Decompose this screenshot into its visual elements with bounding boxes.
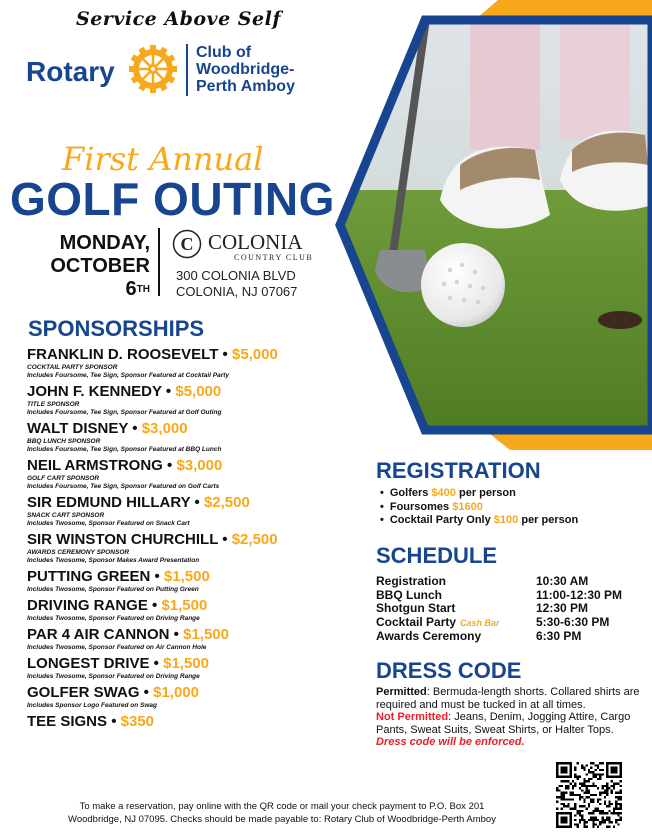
sponsorship-heading: FRANKLIN D. ROOSEVELT • $5,000 (27, 346, 278, 363)
sponsorship-price: $5,000 (231, 346, 278, 363)
registration-suffix: per person (521, 514, 579, 526)
date-day: MONDAY, (59, 232, 150, 254)
sponsorship-name: PUTTING GREEN (27, 568, 151, 585)
sponsorship-heading: PAR 4 AIR CANNON • $1,500 (27, 626, 229, 643)
rotary-wheel-icon (128, 44, 178, 94)
permitted-label: Permitted (376, 686, 427, 698)
registration-label: Golfers (389, 487, 429, 499)
sponsorship-price: $1,500 (163, 568, 210, 585)
first-annual: First Annual (62, 140, 264, 178)
schedule-event: Registration (376, 574, 447, 588)
registration-price: $100 (493, 514, 519, 526)
sponsorship-item (27, 346, 347, 380)
sponsorship-role: TITLE SPONSOR (27, 401, 80, 408)
sponsorship-heading: NEIL ARMSTRONG • $3,000 (27, 457, 223, 474)
qr-code-icon[interactable] (556, 762, 622, 828)
schedule-label (376, 589, 536, 603)
sponsorship-role: SNACK CART SPONSOR (27, 512, 105, 519)
sponsorship-heading: WALT DISNEY • $3,000 (27, 420, 188, 437)
registration-list (380, 487, 650, 528)
schedule-row (376, 602, 646, 616)
sponsorship-item (27, 655, 347, 681)
sponsorship-price: $2,500 (203, 494, 250, 511)
footer-line-2: Woodbridge, NJ 07095. Checks should be made payable to: Rotary Club of Woodbridge-Perth Amboy (68, 814, 496, 825)
venue-sub: COUNTRY CLUB (234, 253, 314, 262)
dress-enforced: Dress code will be enforced. (376, 736, 525, 748)
motto: Service Above Self (76, 8, 281, 30)
sponsorship-item (27, 568, 347, 594)
sponsorship-heading: TEE SIGNS • $350 (27, 713, 154, 730)
sponsorship-item (27, 420, 347, 454)
sponsorship-heading: SIR EDMUND HILLARY • $2,500 (27, 494, 250, 511)
venue-address-line-2: COLONIA, NJ 07067 (176, 284, 298, 299)
sponsorship-description: Includes Foursome, Tee Sign, Sponsor Featured at Cocktail Party (27, 372, 230, 379)
permitted-text: : Bermuda-length shorts. Collared shirts are required and must be tucked in at all times. (376, 686, 640, 711)
sponsorship-item (27, 626, 347, 652)
schedule-row (376, 575, 646, 589)
registration-price: $1600 (452, 500, 483, 513)
dress-permitted (376, 686, 644, 711)
sponsorship-description: Includes Twosome, Sponsor Featured on Air Cannon Hole (27, 644, 207, 651)
sponsorship-heading: DRIVING RANGE • $1,500 (27, 597, 208, 614)
schedule-event: BBQ Lunch (376, 587, 442, 602)
schedule-row (376, 589, 646, 603)
date-number (34, 278, 150, 301)
schedule-row (376, 630, 646, 644)
venue-address (176, 268, 297, 300)
schedule-time: 10:30 AM (536, 574, 589, 588)
venue-name: COLONIA (208, 230, 303, 254)
venue-address-line-1: 300 COLONIA BLVD (176, 268, 296, 283)
sponsorship-name: GOLFER SWAG (27, 684, 140, 701)
sponsorship-role: GOLF CART SPONSOR (27, 475, 100, 482)
venue-divider (158, 228, 160, 296)
schedule-event: Awards Ceremony (376, 629, 482, 643)
club-line-3: Perth Amboy (196, 78, 295, 95)
schedule-event: Shotgun Start (376, 601, 456, 615)
schedule-row (376, 616, 646, 631)
schedule-title: SCHEDULE (376, 543, 498, 568)
sponsorship-description: Includes Twosome, Sponsor Featured on Putting Green (27, 586, 199, 593)
sponsorship-heading: SIR WINSTON CHURCHILL • $2,500 (27, 531, 278, 548)
schedule-label (376, 616, 536, 631)
sponsorship-name: LONGEST DRIVE (27, 655, 150, 672)
sponsorship-price: $1,000 (153, 684, 199, 701)
sponsorship-item (27, 457, 347, 491)
registration-label: Foursomes (389, 500, 450, 513)
registration-suffix: per person (458, 487, 516, 499)
sponsorship-price: $1,500 (163, 655, 209, 672)
sponsorship-name: TEE SIGNS (27, 713, 108, 730)
registration-title: REGISTRATION (376, 458, 541, 483)
schedule-label (376, 602, 536, 616)
club-line-2: Woodbridge- (196, 61, 295, 78)
sponsorship-heading: LONGEST DRIVE • $1,500 (27, 655, 209, 672)
sponsorship-role: COCKTAIL PARTY SPONSOR (27, 364, 118, 371)
sponsorship-item (27, 684, 347, 710)
sponsorship-name: SIR WINSTON CHURCHILL (27, 531, 219, 548)
schedule-label (376, 575, 536, 589)
club-divider (186, 44, 188, 96)
registration-item (380, 514, 650, 528)
schedule-note: Cash Bar (460, 617, 500, 628)
schedule-time: 11:00-12:30 PM (536, 587, 623, 602)
sponsorship-name: FRANKLIN D. ROOSEVELT (27, 346, 219, 363)
sponsorship-name: DRIVING RANGE (27, 597, 148, 614)
sponsorships-title: SPONSORSHIPS (28, 316, 205, 341)
not-permitted-text: : Jeans, Denim, Jogging Attire, Cargo Pants, Sweat Suits, Sweat Shirts, or Halter Tops. (376, 711, 631, 736)
sponsorship-name: PAR 4 AIR CANNON (27, 626, 170, 643)
sponsorship-item (27, 531, 347, 565)
sponsorship-price: $1,500 (161, 597, 208, 614)
schedule-time: 6:30 PM (536, 629, 582, 643)
club-name (196, 44, 295, 95)
rotary-wordmark: Rotary (26, 56, 115, 87)
date-suffix: TH (136, 284, 150, 295)
sponsorship-description: Includes Foursome, Tee Sign, Sponsor Featured at Golf Outing (27, 409, 222, 416)
sponsorship-price: $3,000 (176, 457, 223, 474)
dress-not-permitted (376, 711, 644, 736)
sponsorship-name: SIR EDMUND HILLARY (27, 494, 191, 511)
schedule-event: Cocktail Party (376, 614, 457, 629)
sponsorship-heading: PUTTING GREEN • $1,500 (27, 568, 210, 585)
sponsorship-name: WALT DISNEY (27, 420, 129, 437)
registration-label: Cocktail Party Only (389, 514, 491, 526)
sponsorship-name: NEIL ARMSTRONG (27, 457, 163, 474)
sponsorship-description: Includes Foursome, Tee Sign, Sponsor Featured on Golf Carts (27, 483, 220, 490)
colonia-logo-letter: C (180, 234, 194, 254)
schedule-time: 12:30 PM (536, 601, 589, 615)
sponsorship-heading: JOHN F. KENNEDY • $5,000 (27, 383, 222, 400)
sponsorship-list (27, 346, 347, 734)
sponsorship-description: Includes Twosome, Sponsor Featured on Snack Cart (27, 520, 190, 527)
footer-line-1: To make a reservation, pay online with the QR code or mail your check payment to P.O. Box 201 (79, 801, 485, 812)
date-num: 6 (125, 278, 137, 300)
event-title: GOLF OUTING (10, 173, 335, 225)
sponsorship-price: $350 (120, 713, 154, 730)
schedule-table (376, 575, 646, 644)
colonia-logo-icon (172, 229, 202, 259)
sponsorship-item (27, 494, 347, 528)
sponsorship-item (27, 713, 347, 731)
golf-photo (320, 0, 652, 450)
sponsorship-description: Includes Twosome, Sponsor Featured on Driving Range (27, 615, 200, 622)
sponsorship-description: Includes Twosome, Sponsor Makes Award Presentation (27, 557, 200, 564)
sponsorship-item (27, 383, 347, 417)
sponsorship-price: $1,500 (183, 626, 229, 643)
registration-item (380, 501, 650, 515)
sponsorship-price: $2,500 (231, 531, 278, 548)
sponsorship-heading: GOLFER SWAG • $1,000 (27, 684, 199, 701)
sponsorship-role: BBQ LUNCH SPONSOR (27, 438, 101, 445)
event-date (34, 232, 150, 301)
sponsorship-description: Includes Foursome, Tee Sign, Sponsor Featured at BBQ Lunch (27, 446, 222, 453)
registration-price: $400 (431, 487, 456, 499)
club-line-1: Club of (196, 44, 252, 61)
sponsorship-price: $3,000 (141, 420, 188, 437)
dress-code-text (376, 686, 644, 749)
schedule-time: 5:30-6:30 PM (536, 614, 610, 629)
sponsorship-description: Includes Sponsor Logo Featured on Swag (27, 702, 158, 709)
not-permitted-label: Not Permitted (376, 711, 449, 723)
sponsorship-name: JOHN F. KENNEDY (27, 383, 162, 400)
sponsorship-price: $5,000 (175, 383, 222, 400)
sponsorship-role: AWARDS CEREMONY SPONSOR (27, 549, 130, 556)
sponsorship-item (27, 597, 347, 623)
registration-item (380, 487, 650, 501)
date-month: OCTOBER (50, 255, 150, 277)
schedule-label (376, 630, 536, 644)
dress-code-title: DRESS CODE (376, 658, 522, 683)
footer-note (22, 800, 542, 826)
sponsorship-description: Includes Twosome, Sponsor Featured on Driving Range (27, 673, 200, 680)
